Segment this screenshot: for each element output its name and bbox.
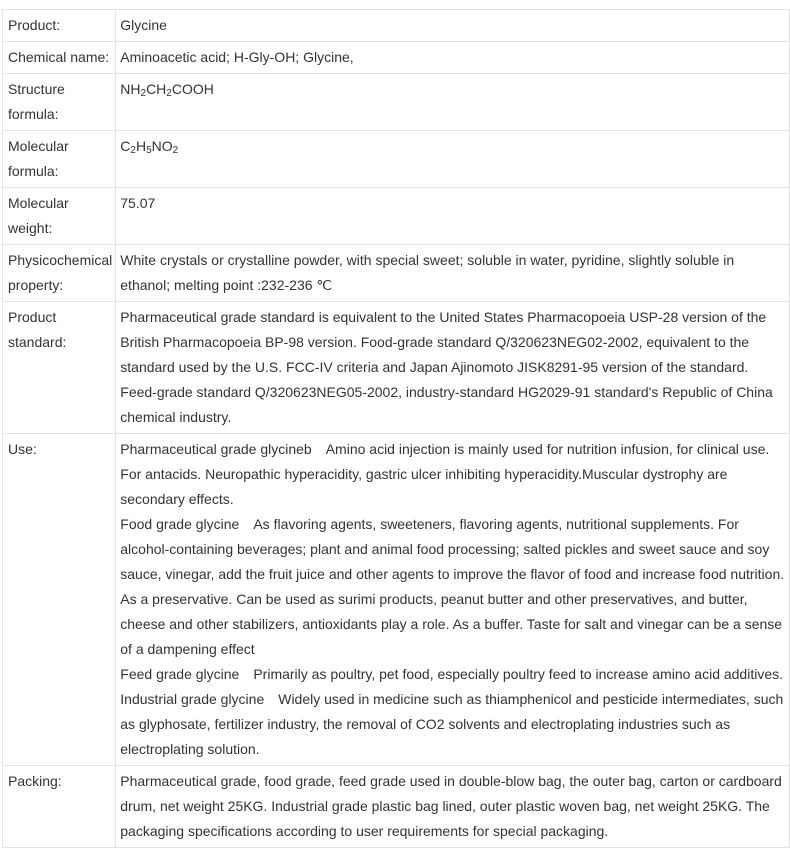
use-paragraph-feed: Feed grade glycine Primarily as poultry, pet food, especially poultry feed to increase amino acid additives.	[120, 666, 784, 682]
row-value: Aminoacetic acid; H-Gly-OH; Glycine,	[116, 42, 790, 74]
formula-part: NO	[151, 138, 173, 154]
row-value: Pharmaceutical grade, food grade, feed grade used in double-blow bag, the outer bag, carton or cardboard drum, net weight 25KG. Industrial grade plastic bag lined, outer plastic woven bag, net weight 25KG. The packaging specifications according to user requirements for special packaging.	[116, 766, 790, 848]
formula-subscript: 2	[130, 145, 136, 156]
formula-part: CH	[146, 81, 167, 97]
table-row-chemical-name	[3, 42, 790, 74]
row-label: Packing:	[3, 766, 116, 848]
product-spec-table	[2, 9, 790, 848]
formula-subscript: 2	[140, 88, 147, 99]
molecular-formula-value	[116, 131, 790, 188]
table-row-packing	[3, 766, 790, 848]
formula-part: NH	[120, 81, 141, 97]
row-value: 75.07	[116, 188, 790, 245]
row-label: Structure formula:	[3, 74, 116, 131]
use-paragraph-pharmaceutical: Pharmaceutical grade glycineb Amino acid injection is mainly used for nutrition infusion, for clinical use. For antacids. Neuropathic hyperacidity, gastric ulcer inhibiting hyperacidity.Muscular dystrophy are secondary effects.	[120, 441, 770, 507]
use-paragraph-food: Food grade glycine As flavoring agents, sweeteners, flavoring agents, nutritional supplements. For alcohol-containing beverages; plant and animal food processing; salted pickles and sweet sauce and soy sauce, vinegar, add the fruit juice and other agents to improve the flavor of food and increase food nutrition. As a preservative. Can be used as surimi products, peanut butter and other preservatives, and butter, cheese and other stabilizers, antioxidants play a role. As a buffer. Taste for salt and vinegar can be a sense of a dampening effect	[120, 516, 785, 657]
row-label: Chemical name:	[3, 42, 116, 74]
row-label: Use:	[3, 434, 116, 766]
formula-subscript: 5	[146, 145, 152, 156]
formula-part: H	[135, 138, 147, 154]
table-row-product	[3, 10, 790, 42]
table-row-product-standard	[3, 302, 790, 434]
row-label: Physicochemical property:	[3, 245, 116, 302]
row-label: Molecular weight:	[3, 188, 116, 245]
structure-formula-value	[116, 74, 790, 131]
table-row-physicochemical-property	[3, 245, 790, 302]
use-paragraph-industrial: Industrial grade glycine Widely used in medicine such as thiamphenicol and pesticide intermediates, such as glyphosate, fertilizer industry, the removal of CO2 solvents and electroplating industries such as electroplating solution.	[120, 691, 784, 757]
row-value: White crystals or crystalline powder, with special sweet; soluble in water, pyridine, slightly soluble in ethanol; melting point :232-236 ℃	[116, 245, 790, 302]
row-label: Product standard:	[3, 302, 116, 434]
formula-part: C	[120, 138, 131, 154]
use-value	[116, 434, 790, 766]
row-label: Product:	[3, 10, 116, 42]
table-row-molecular-weight	[3, 188, 790, 245]
row-value: Pharmaceutical grade standard is equivalent to the United States Pharmacopoeia USP-28 version of the British Pharmacopoeia BP-98 version. Food-grade standard Q/320623NEG02-2002, equivalent to the standard used by the U.S. FCC-IV criteria and Japan Ajinomoto JISK8291-95 version of the standard. Feed-grade standard Q/320623NEG05-2002, industry-standard HG2029-91 standard's Republic of China chemical industry.	[116, 302, 790, 434]
formula-subscript: 2	[172, 145, 179, 156]
row-value: Glycine	[116, 10, 790, 42]
table-row-molecular-formula	[3, 131, 790, 188]
table-row-structure-formula	[3, 74, 790, 131]
table-row-use	[3, 434, 790, 766]
formula-part: COOH	[171, 81, 214, 97]
row-label: Molecular formula:	[3, 131, 116, 188]
formula-subscript: 2	[166, 88, 172, 99]
